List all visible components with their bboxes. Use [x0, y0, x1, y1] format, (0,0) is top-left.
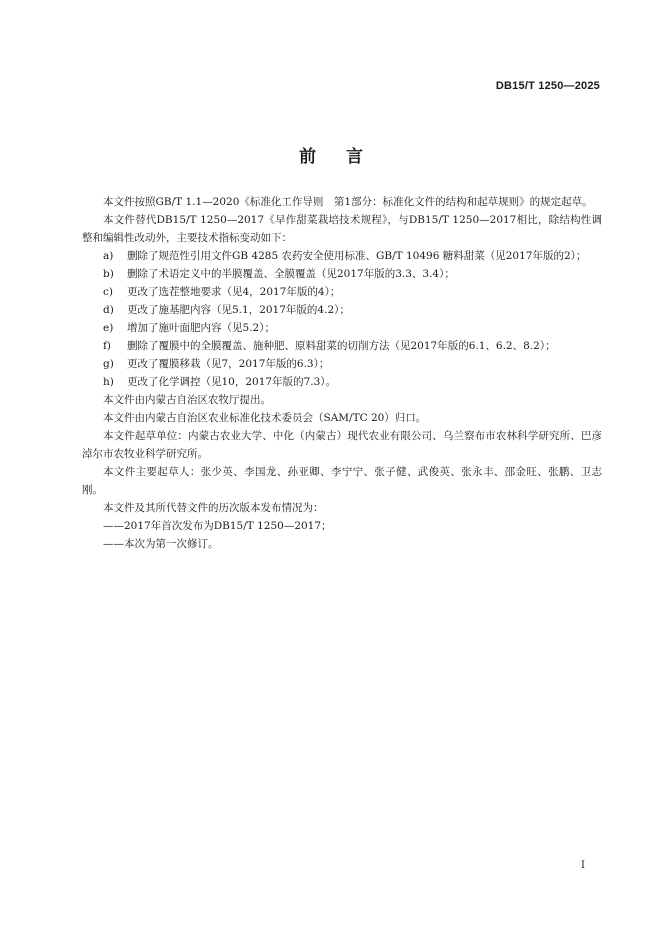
drafting-rule-paragraph: 本文件按照GB/T 1.1—2020《标准化工作导则 第1部分：标准化文件的结构和起草规则》的规定起草。 [103, 196, 593, 208]
list-item [82, 319, 602, 337]
list-item-text: 删除了覆膜中的全膜覆盖、施种肥、原料甜菜的切削方法（见2017年版的6.1、6.2、8.2）； [127, 340, 556, 352]
history-item: ——本次为第一次修订。 [103, 538, 219, 550]
page-title: 前言 [299, 147, 393, 167]
list-marker: f) [103, 340, 111, 352]
committee-paragraph: 本文件由内蒙古自治区农业标准化技术委员会（SAM/TC 20）归口。 [103, 412, 427, 424]
replacement-paragraph: 本文件替代DB15/T 1250—2017《早作甜菜栽培技术规程》，与DB15/T 1250—2017相比，除结构性调整和编辑性改动外，主要技术指标变动如下： [82, 214, 602, 244]
list-item-text: 增加了施叶面肥内容（见5.2）； [127, 322, 275, 334]
list-item [82, 247, 602, 265]
list-item-text: 更改了施基肥内容（见5.1，2017年版的4.2）； [127, 304, 350, 316]
document-code: DB15/T 1250—2025 [495, 80, 600, 92]
list-item-text: 删除了术语定义中的半膜覆盖、全膜覆盖（见2017年版的3.3、3.4）； [127, 268, 455, 280]
list-marker: c) [103, 286, 113, 298]
list-marker: g) [103, 358, 114, 370]
list-marker: a) [103, 250, 114, 262]
history-item: ——2017年首次发布为DB15/T 1250—2017； [103, 520, 332, 532]
history-intro-paragraph: 本文件及其所代替文件的历次版本发布情况为： [103, 502, 324, 514]
drafting-units-paragraph: 本文件起草单位：内蒙古农业大学、中化（内蒙古）现代农业有限公司、乌兰察布市农林科学研究所、巴彦淖尔市农牧业科学研究所。 [82, 430, 602, 460]
changes-list [82, 247, 602, 391]
list-item-text: 更改了化学调控（见10，2017年版的7.3）。 [127, 376, 337, 388]
list-item [82, 283, 602, 301]
list-item [82, 301, 602, 319]
list-marker: d) [103, 304, 114, 316]
list-item-text: 删除了规范性引用文件GB 4285 农药安全使用标准、GB/T 10496 糖料甜菜（见2017年版的2）； [127, 250, 587, 262]
drafters-paragraph: 本文件主要起草人：张少英、李国龙、孙亚卿、李宁宁、张子健、武俊英、张永丰、邵金旺、张鹏、卫志刚。 [82, 466, 602, 496]
list-item [82, 373, 602, 391]
list-item-text: 更改了选茬整地要求（见4，2017年版的4）； [127, 286, 341, 298]
proposer-paragraph: 本文件由内蒙古自治区农牧厅提出。 [103, 394, 271, 406]
list-item [82, 355, 602, 373]
page-number: I [581, 860, 585, 871]
list-item [82, 265, 602, 283]
list-marker: b) [103, 268, 114, 280]
foreword-body [82, 193, 602, 553]
list-item [82, 337, 602, 355]
list-item-text: 更改了覆膜移栽（见7，2017年版的6.3）； [127, 358, 330, 370]
list-marker: h) [103, 376, 114, 388]
list-marker: e) [103, 322, 114, 334]
